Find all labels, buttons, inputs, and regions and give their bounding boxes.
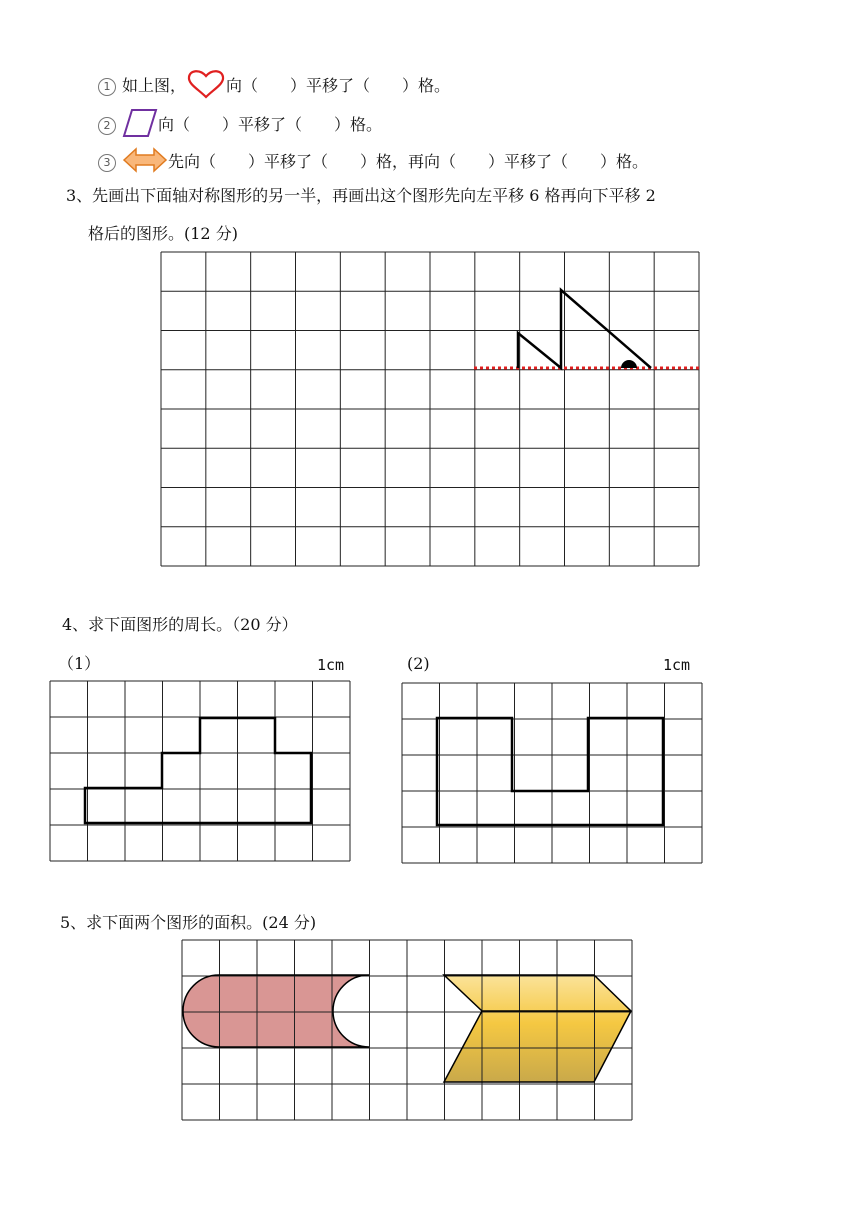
q4-fig1-unit: 1cm <box>317 656 345 674</box>
q2-item-1 <box>98 69 450 104</box>
q4-title: 4、求下面图形的周长。（20 分） <box>62 615 298 634</box>
q5-area-figure <box>182 940 632 1120</box>
q4-fig2-label: (2) <box>407 654 430 673</box>
q3-line-1: 3、先画出下面轴对称图形的另一半，再画出这个图形先向左平移 6 格再向下平移 2 <box>66 186 656 205</box>
q4-figure-1 <box>50 681 350 861</box>
item-number: 1 <box>98 78 116 96</box>
q5-title: 5、求下面两个图形的面积。(24 分) <box>60 913 317 932</box>
q4-fig2-unit: 1cm <box>663 656 691 674</box>
half-shape <box>518 290 651 368</box>
heart-icon <box>186 69 226 104</box>
q3-line-2: 格后的图形。(12 分) <box>88 224 238 243</box>
q4-figure-2 <box>402 683 702 863</box>
q3-grid-figure <box>161 252 699 566</box>
item-number: 3 <box>98 154 116 172</box>
pink-shape <box>183 975 369 1047</box>
q2-item-2 <box>98 108 382 143</box>
item-text: 先向（ ）平移了（ ）格，再向（ ）平移了（ ）格。 <box>168 152 649 171</box>
perimeter-shape-1 <box>85 718 311 823</box>
item-text: 向（ ）平移了（ ）格。 <box>226 76 451 95</box>
perimeter-shape-2 <box>437 718 663 825</box>
q4-fig1-label: （1） <box>58 654 101 673</box>
half-circle-mark <box>621 360 637 368</box>
parallelogram-icon <box>122 108 158 143</box>
item-prefix: 如上图， <box>122 76 187 95</box>
double-arrow-icon <box>122 146 168 179</box>
item-number: 2 <box>98 117 116 135</box>
q2-item-3 <box>98 146 648 179</box>
item-text: 向（ ）平移了（ ）格。 <box>158 115 383 134</box>
